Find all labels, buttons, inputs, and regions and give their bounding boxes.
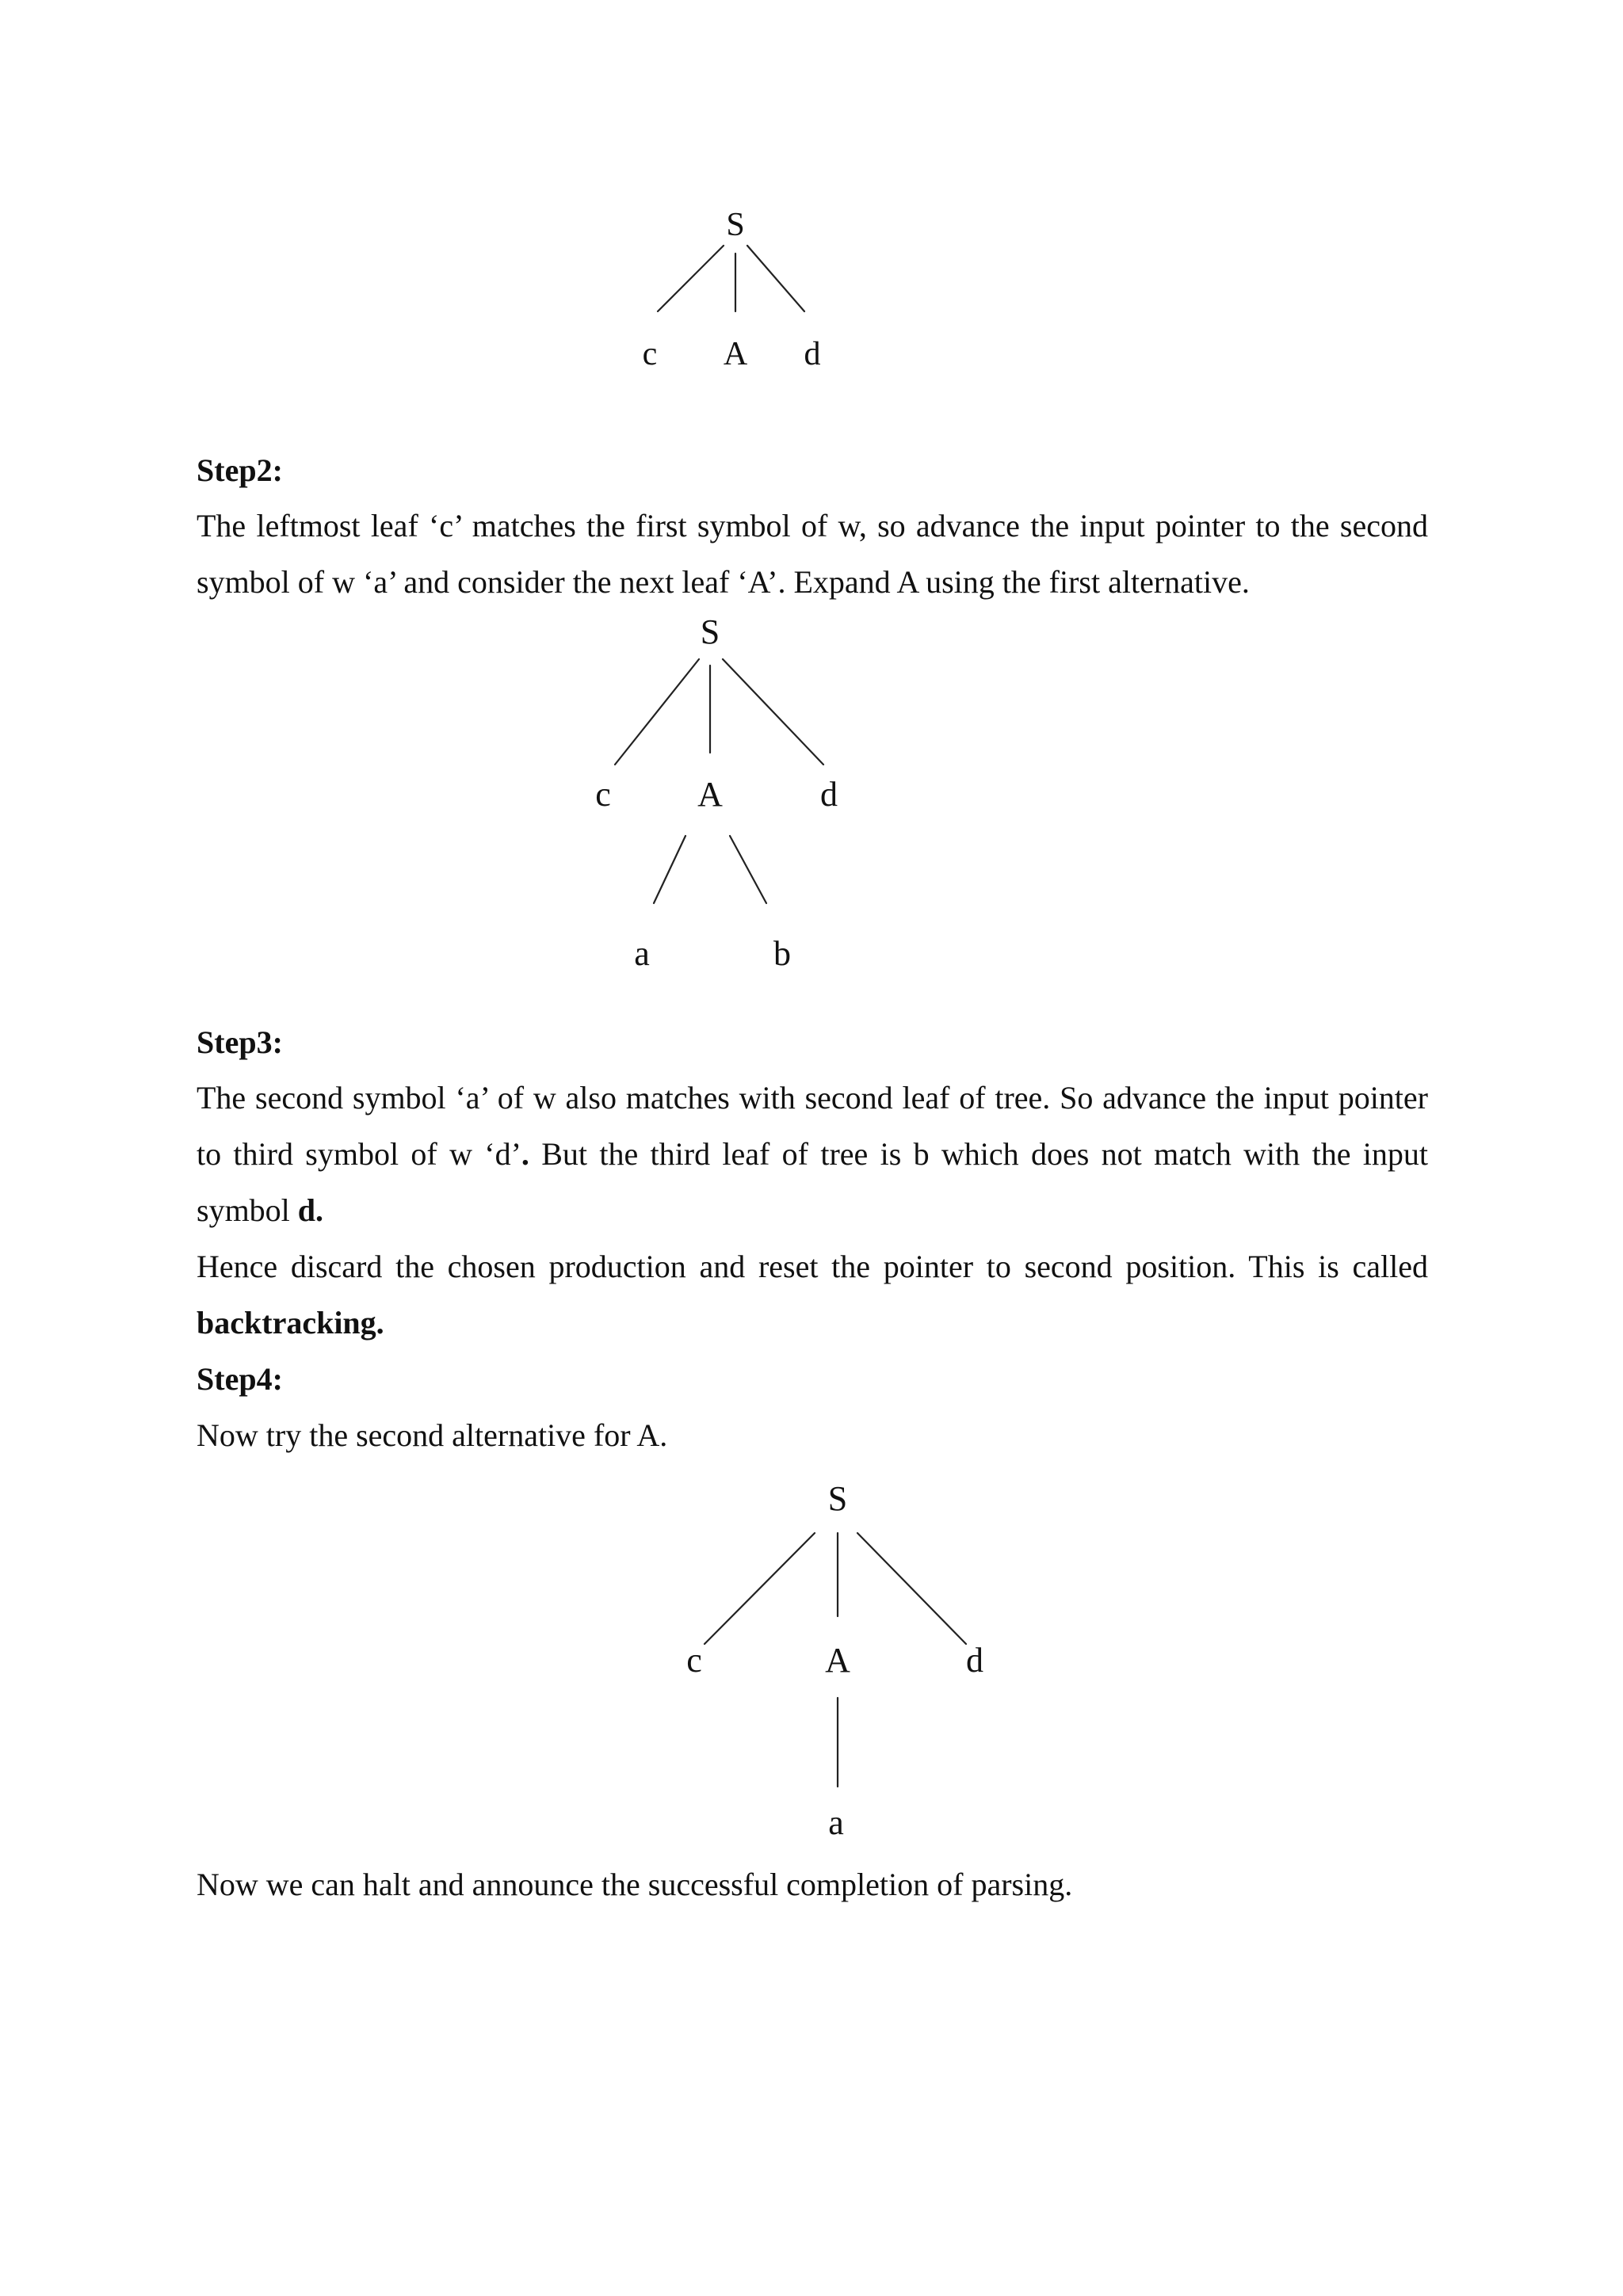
tree3-edge-s-d [857, 1533, 966, 1644]
tree2-node-d: d [820, 775, 838, 814]
conclusion-text: Now we can halt and announce the successful completion of parsing. [197, 1867, 1073, 1902]
step3-text-2: But the third leaf of tree is b which does not match with the input symbol [197, 1136, 1428, 1228]
tree3-node-d: d [966, 1641, 983, 1680]
step4-heading: Step4: [197, 1361, 283, 1397]
tree2-node-c: c [595, 775, 611, 814]
step2-text: The leftmost leaf ‘c’ matches the first symbol of w, so advance the input pointer to the second symbol of w ‘a’ and consider the next leaf ‘A’. Expand A using the first alternative. [197, 508, 1428, 600]
tree2-leaf-b: b [773, 934, 791, 973]
tree2-root-s: S [700, 612, 720, 651]
tree1-leaf-d: d [804, 336, 821, 372]
tree2-leaf-a: a [634, 934, 650, 973]
step3-text-1: The second symbol ‘a’ of w also matches with second leaf of tree. So advance the input pointer to third symbol of w ‘d’ [197, 1080, 1428, 1172]
tree1-leaf-c: c [642, 336, 658, 372]
tree3-node-c: c [686, 1641, 702, 1680]
tree1-leaf-a: A [723, 336, 748, 372]
step3-heading: Step3: [197, 1024, 283, 1060]
step3-text-3: Hence discard the chosen production and reset the pointer to second position. This is called [197, 1249, 1428, 1284]
tree3-root-s: S [827, 1479, 848, 1518]
tree3-leaf-a: a [828, 1803, 844, 1842]
step2-heading: Step2: [197, 452, 283, 488]
tree3-edge-s-c [705, 1533, 815, 1644]
step3-bold-d: d. [297, 1192, 324, 1228]
step4-text: Now try the second alternative for A. [197, 1417, 668, 1453]
tree3-node-a: A [825, 1641, 850, 1680]
tree1-root-s: S [726, 207, 745, 243]
step3-bold-backtracking: backtracking. [197, 1305, 384, 1341]
tree2-node-a: A [697, 775, 723, 814]
step3-bold-period: . [521, 1136, 529, 1172]
